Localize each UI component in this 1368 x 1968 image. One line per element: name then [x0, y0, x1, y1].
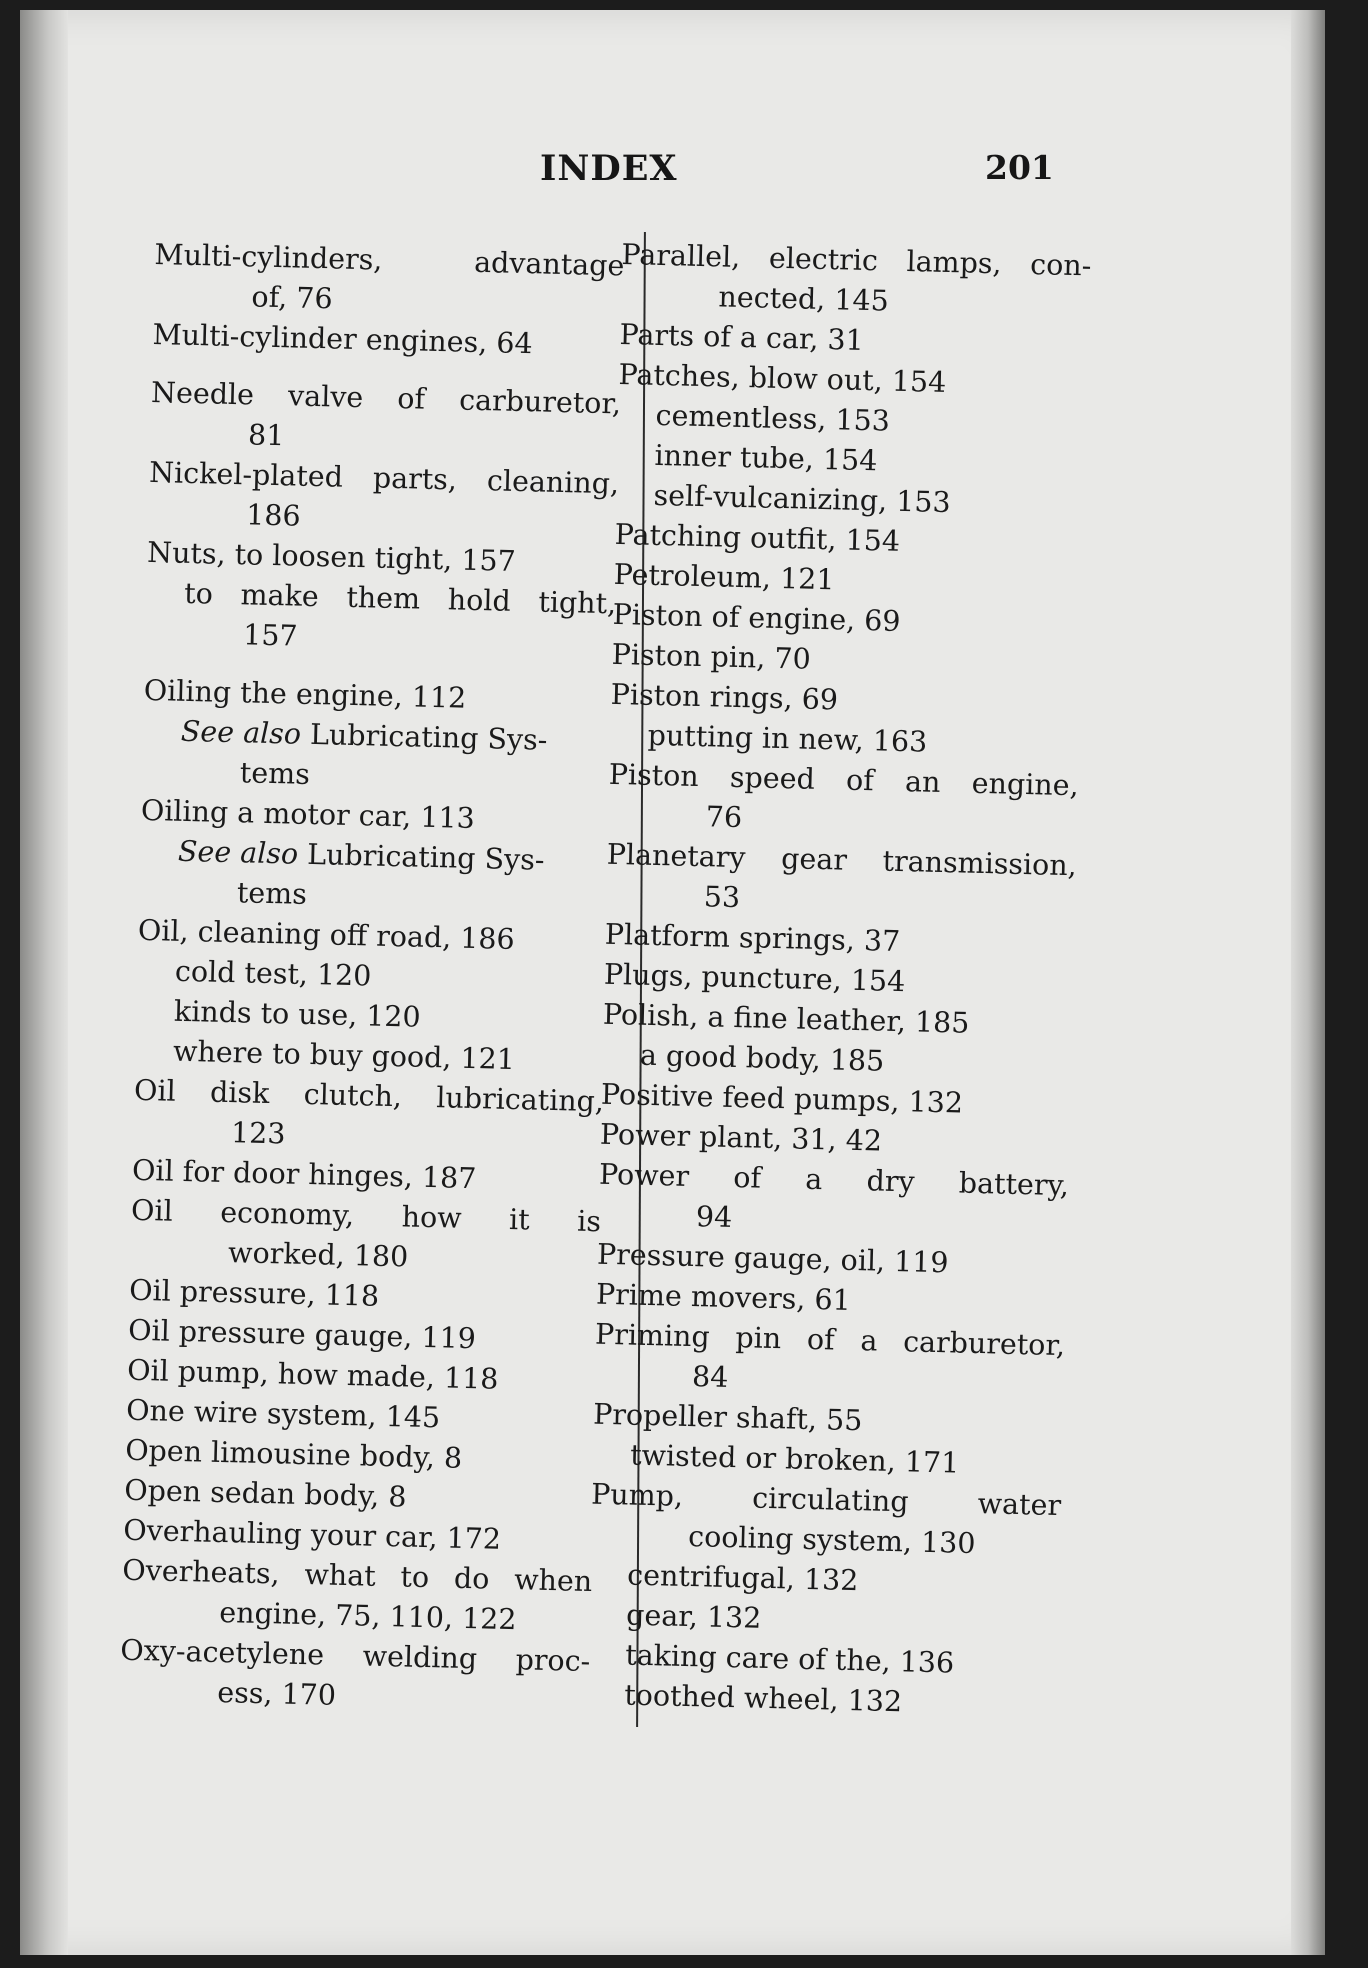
index-entry-text: Positive feed pumps, 132	[600, 1077, 964, 1120]
page-title: INDEX	[540, 148, 678, 189]
index-entry-text: Patches, blow out, 154	[618, 357, 947, 399]
index-entry-text: Oil pump, how made, 118	[126, 1353, 499, 1396]
index-entry-word: Multi-cylinders,	[154, 237, 383, 277]
cross-reference-label: See also	[177, 834, 299, 871]
index-entry-text: Overhauling your car, 172	[122, 1513, 502, 1556]
index-entry-word: Nickel-plated	[148, 455, 344, 494]
index-entry-text: tems	[239, 756, 311, 791]
index-entry-word: of	[806, 1322, 836, 1357]
index-entry-text: Nuts, to loosen tight, 157	[146, 535, 517, 578]
index-entry-word: lubricating,	[435, 1081, 605, 1119]
index-entry-word: do	[453, 1561, 490, 1596]
index-entry-text: worked, 180	[227, 1236, 409, 1274]
index-entry-text: 157	[242, 618, 299, 653]
cross-reference-label: See also	[180, 714, 302, 751]
index-entry-word: carburetor,	[902, 1325, 1066, 1363]
index-entry-word: tight,	[538, 585, 617, 621]
index-entry-word: Pump,	[590, 1477, 684, 1513]
index-entry-word: advantage	[473, 245, 625, 283]
index-entry-word: of	[845, 763, 875, 798]
index-entry-text: Multi-cylinder engines, 64	[152, 317, 533, 361]
index-entry-word: cleaning,	[486, 464, 620, 501]
index-entry-text: Open sedan body, 8	[123, 1473, 407, 1514]
index-entry-word: a	[860, 1324, 878, 1358]
index-entry-word: Needle	[150, 375, 255, 412]
index-entry-text: kinds to use, 120	[173, 994, 422, 1034]
index-entry-text: 123	[230, 1116, 286, 1151]
index-entry-word: Oil	[133, 1073, 177, 1108]
index-entry-word: battery,	[958, 1166, 1070, 1203]
index-entry-text: Pressure gauge, oil, 119	[596, 1237, 949, 1280]
index-entry-text: cementless, 153	[655, 398, 891, 438]
book-spine-shadow	[20, 10, 68, 1955]
index-entry-word: dry	[866, 1164, 916, 1199]
index-entry-word: Planetary	[606, 837, 746, 875]
index-entry-word: proc-	[515, 1643, 591, 1679]
index-entry-word: make	[240, 578, 320, 614]
book-page	[20, 10, 1325, 1955]
index-entry-word: water	[977, 1487, 1062, 1523]
index-entry-text: 76	[705, 800, 743, 835]
index-entry-word: con-	[1029, 247, 1092, 283]
index-entry-text: of, 76	[251, 280, 333, 316]
index-entry-text: self-vulcanizing, 153	[653, 478, 951, 520]
index-entry-text: Oil pressure gauge, 119	[127, 1313, 477, 1356]
index-entry-word: of	[732, 1161, 762, 1195]
index-entry-text: where to buy good, 121	[172, 1034, 516, 1077]
index-entry-text: 81	[247, 418, 285, 453]
index-entry-word: of	[396, 381, 426, 416]
index-entry-word: Priming	[594, 1317, 711, 1354]
index-entry-text: Piston rings, 69	[610, 677, 839, 717]
index-entry-text: Parts of a car, 31	[619, 317, 865, 357]
index-entry-text: Oil, cleaning off road, 186	[137, 913, 516, 956]
index-entry-text: One wire system, 145	[125, 1393, 441, 1435]
index-entry-text: 84	[691, 1360, 729, 1394]
index-entry-word: Piston	[608, 757, 700, 794]
index-entry-word: transmission,	[882, 844, 1078, 883]
index-entry-word: when	[513, 1563, 593, 1599]
index-entry-text: engine, 75, 110, 122	[218, 1595, 517, 1637]
index-entry-text: Oiling the engine, 112	[143, 673, 467, 715]
index-entry-text: Piston pin, 70	[611, 637, 812, 676]
index-entry-text: cold test, 120	[174, 954, 372, 993]
index-entry-text: Propeller shaft, 55	[592, 1397, 863, 1438]
index-entry-text: Power plant, 31, 42	[599, 1117, 883, 1158]
index-entry-text: ess, 170	[217, 1675, 337, 1712]
index-entry-text: centrifugal, 132	[626, 1558, 859, 1598]
index-entry-text: Polish, a fine leather, 185	[602, 997, 970, 1040]
index-entry-word: Oil	[130, 1193, 174, 1228]
index-entry-text: Lubricating Sys-	[300, 717, 548, 757]
index-entry-word: Parallel,	[621, 237, 741, 274]
index-entry-text: 94	[695, 1200, 733, 1234]
index-entry-text: Prime movers, 61	[595, 1277, 852, 1317]
index-entry-text: gear, 132	[625, 1598, 762, 1635]
index-entry-text: inner tube, 154	[654, 438, 878, 478]
index-entry-text: tems	[236, 876, 308, 911]
page-number: 201	[985, 148, 1054, 187]
index-entry-word: to	[183, 576, 214, 611]
index-entry-word: parts,	[372, 461, 458, 497]
index-entry-word: a	[804, 1162, 823, 1197]
index-entry-text: 186	[245, 498, 301, 533]
index-entry-word: carburetor,	[458, 383, 622, 421]
index-entry-text: Patching outfit, 154	[614, 517, 901, 558]
index-entry-word: what	[304, 1558, 377, 1593]
index-entry-word: speed	[729, 760, 816, 796]
index-entry-text: Oil pressure, 118	[128, 1273, 380, 1313]
index-entry-word: valve	[287, 379, 364, 415]
index-entry-word: gear	[780, 842, 848, 877]
index-entry-word: engine,	[971, 766, 1080, 803]
index-entry-text: Lubricating Sys-	[297, 837, 545, 877]
index-column-right	[586, 235, 1092, 1726]
index-entry-word: Oxy-acetylene	[120, 1633, 325, 1672]
index-entry-word: clutch,	[303, 1077, 403, 1114]
index-entry-word: an	[904, 765, 941, 799]
index-entry-text: taking care of the, 136	[624, 1638, 955, 1680]
index-entry-word: is	[576, 1204, 602, 1239]
index-entry-word: Power	[598, 1157, 690, 1193]
index-column-left	[119, 235, 625, 1722]
index-entry-text: Platform springs, 37	[604, 917, 901, 959]
index-entry-text: Oiling a motor car, 113	[140, 793, 476, 835]
index-entry-word: them	[346, 580, 421, 616]
index-entry-word: disk	[209, 1075, 270, 1111]
index-entry-word: hold	[447, 583, 512, 618]
index-entry-word: to	[400, 1560, 430, 1595]
index-entry-text: a good body, 185	[639, 1038, 885, 1078]
index-entry-word: circulating	[751, 1481, 909, 1519]
index-entry-text: Oil for door hinges, 187	[131, 1153, 477, 1196]
index-entry-text: Petroleum, 121	[613, 557, 835, 597]
index-entry-text: 53	[703, 880, 741, 915]
index-entry-word: how	[401, 1200, 463, 1235]
index-entry-text: cooling system, 130	[687, 1520, 976, 1561]
page-header	[20, 148, 1325, 198]
index-entry-text: putting in new, 163	[647, 718, 928, 759]
index-entry-text: toothed wheel, 132	[623, 1678, 903, 1719]
index-entry-text: twisted or broken, 171	[629, 1438, 960, 1480]
index-entry-word: Overheats,	[121, 1553, 281, 1591]
index-entry-word: welding	[362, 1639, 478, 1676]
index-entry-text: nected, 145	[718, 280, 890, 318]
index-entry-word: lamps,	[906, 244, 1003, 281]
index-entry-word: economy,	[219, 1195, 355, 1233]
index-entry-word: pin	[735, 1321, 782, 1356]
index-entry-text: Open limousine body, 8	[124, 1433, 463, 1475]
index-entry-text: Plugs, puncture, 154	[603, 957, 906, 999]
index-entry-text: Piston of engine, 69	[612, 597, 901, 638]
index-entry-word: electric	[768, 241, 879, 278]
page-edge-shadow	[1291, 10, 1325, 1955]
index-entry-word: it	[508, 1202, 531, 1237]
